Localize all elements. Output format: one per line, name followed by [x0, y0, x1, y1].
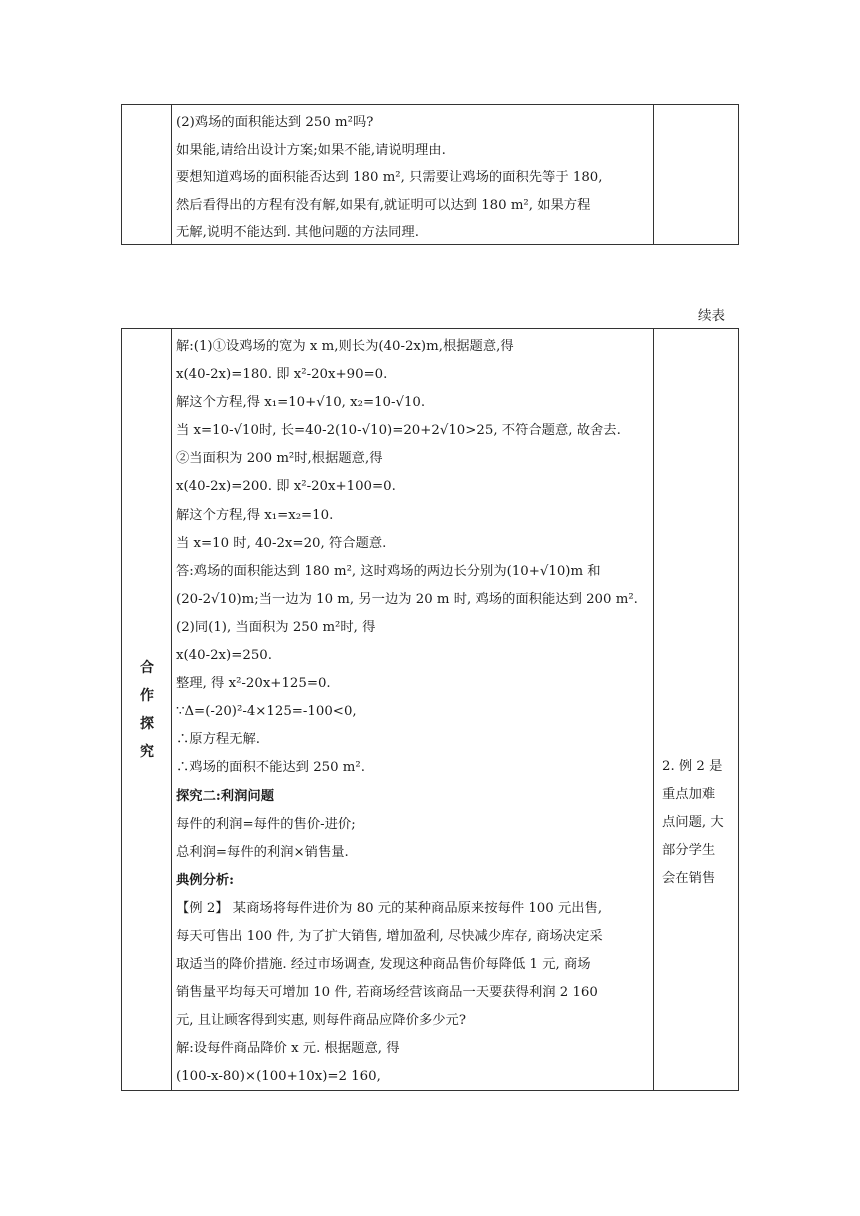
text-line: 无解,说明不能达到. 其他问题的方法同理. [176, 225, 419, 240]
table-top-content [173, 105, 653, 244]
text-line: (2)同(1), 当面积为 250 m²时, 得 [176, 619, 376, 635]
note-line: 2. 例 2 是 [662, 759, 723, 774]
text-line: 当 x=10 时, 40-2x=20, 符合题意. [176, 535, 387, 551]
table-main [121, 328, 739, 1091]
text-line: 取适当的降价措施. 经过市场调查, 发现这种商品售价每降低 1 元, 商场 [176, 957, 591, 973]
section-heading: 探究二:利润问题 [176, 788, 274, 804]
text-line: (2)鸡场的面积能达到 250 m²吗? [176, 115, 374, 130]
text-line: ②当面积为 200 m²时,根据题意,得 [176, 451, 383, 467]
text-line: (100-x-80)×(100+10x)=2 160, [176, 1069, 381, 1085]
table-top [121, 104, 739, 245]
section-label [122, 329, 172, 1090]
section-label-char: 究 [140, 743, 154, 760]
text-line: 【例 2】 某商场将每件进价为 80 元的某种商品原来按每件 100 元出售, [176, 900, 603, 916]
table-top-divider [653, 105, 654, 244]
section-label-char: 探 [140, 715, 154, 732]
text-line: ∴鸡场的面积不能达到 250 m². [176, 760, 365, 776]
text-line: 然后看得出的方程有没有解,如果有,就证明可以达到 180 m², 如果方程 [176, 197, 591, 213]
text-line: ∴原方程无解. [176, 732, 261, 748]
table-main-content [173, 329, 653, 1090]
text-line: 总利润=每件的利润×销售量. [176, 844, 349, 860]
note-line: 点问题, 大 [662, 815, 724, 831]
table-top-label-cell [122, 105, 172, 244]
note-line: 重点加难 [662, 787, 716, 803]
text-line: 解:设每件商品降价 x 元. 根据题意, 得 [176, 1041, 400, 1057]
text-line: 解这个方程,得 x₁=x₂=10. [176, 507, 334, 523]
text-line: x(40-2x)=180. 即 x²-20x+90=0. [176, 367, 388, 383]
text-line: 元, 且让顾客得到实惠, 则每件商品应降价多少元? [176, 1013, 466, 1029]
text-line: 答:鸡场的面积能达到 180 m², 这时鸡场的两边长分别为(10+√10)m 和 [176, 563, 601, 579]
note-line: 会在销售 [662, 871, 716, 887]
text-line: 每天可售出 100 件, 为了扩大销售, 增加盈利, 尽快减少库存, 商场决定采 [176, 928, 603, 944]
text-line: 当 x=10-√10时, 长=40-2(10-√10)=20+2√10>25, 不符合题意, 故舍去. [176, 423, 621, 439]
text-line: 如果能,请给出设计方案;如果不能,请说明理由. [176, 142, 446, 158]
text-line: x(40-2x)=250. [176, 648, 272, 664]
text-line: 解这个方程,得 x₁=10+√10, x₂=10-√10. [176, 395, 426, 411]
text-line: x(40-2x)=200. 即 x²-20x+100=0. [176, 479, 396, 495]
section-heading: 典例分析: [176, 872, 235, 888]
text-line: 解:(1)①设鸡场的宽为 x m,则长为(40-2x)m,根据题意,得 [176, 339, 514, 354]
section-label-char: 作 [140, 687, 154, 704]
section-label-char: 合 [140, 659, 154, 676]
note-line: 部分学生 [662, 843, 716, 859]
teaching-note [654, 329, 740, 1090]
text-line: ∵Δ=(-20)²-4×125=-100<0, [176, 704, 357, 720]
text-line: 要想知道鸡场的面积能否达到 180 m², 只需要让鸡场的面积先等于 180, [176, 170, 603, 185]
text-line: 销售量平均每天可增加 10 件, 若商场经营该商品一天要获得利润 2 160 [176, 985, 598, 1001]
text-line: (20-2√10)m;当一边为 10 m, 另一边为 20 m 时, 鸡场的面积能达到 200 m². [176, 591, 638, 607]
text-line: 整理, 得 x²-20x+125=0. [176, 676, 331, 692]
continued-label: 续表 [698, 308, 725, 324]
text-line: 每件的利润=每件的售价-进价; [176, 816, 356, 832]
